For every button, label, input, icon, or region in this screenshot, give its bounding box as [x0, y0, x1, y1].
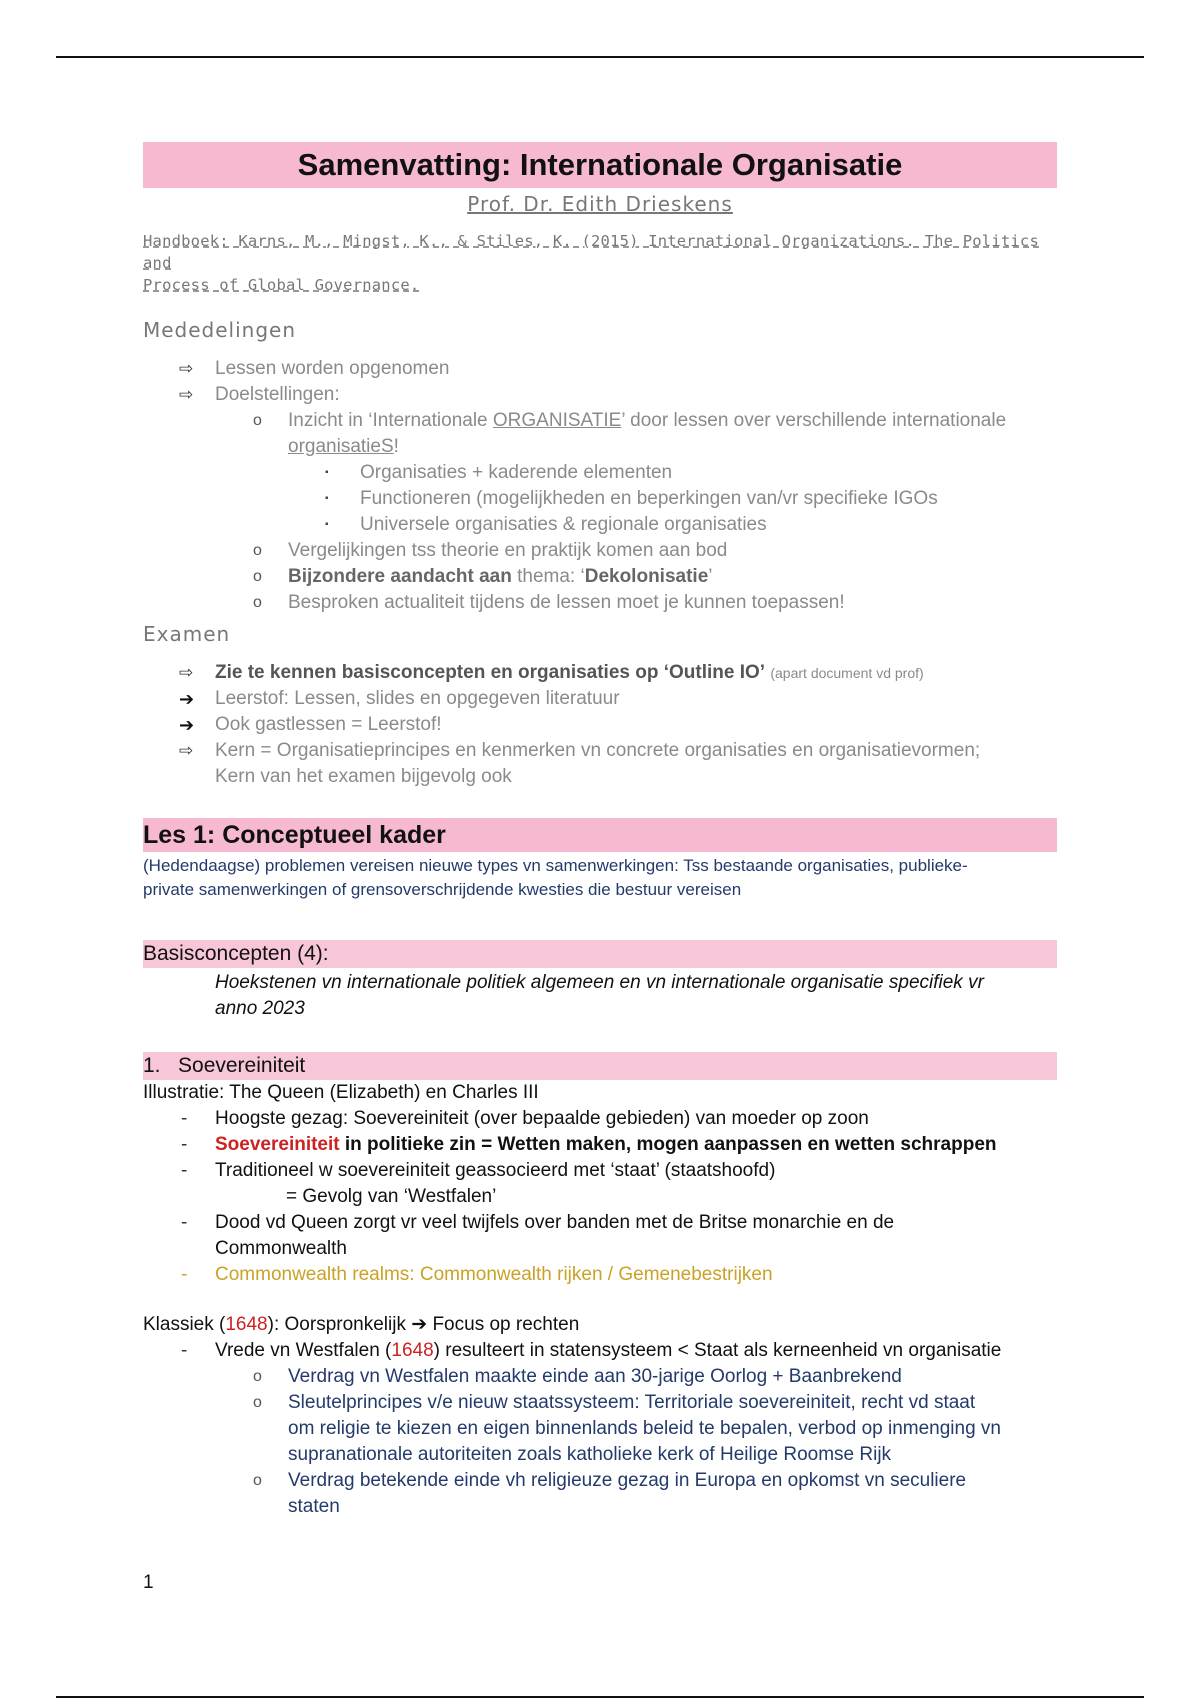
- square-bullet-icon: ▪: [325, 467, 329, 478]
- list-item: o Sleutelprincipes v/e nieuw staatssysteem: Territoriale soevereiniteit, recht vd staat om religie te kiezen en eigen binnenlands beleid te bepalen, verbod op inmenging vn supranationale autoriteiten zoals katholieke kerk of Heilige Roomse Rijk: [253, 1392, 1002, 1465]
- klassiek-line: Klassiek (1648): Oorspronkelijk ➔ Focus op rechten: [143, 1314, 580, 1335]
- handbook-reference: Handboek: Karns, M., Mingst, K., & Stiles, K. (2015) International Organizations. The Politics and Process of Global Governance.: [143, 232, 1039, 294]
- list-item: o Bijzondere aandacht aan thema: ‘Dekolonisatie’: [143, 564, 1057, 590]
- arrow-icon: ⇨: [179, 663, 194, 682]
- list-item: - Traditioneel w soevereiniteit geassocieerd met ‘staat’ (staatshoofd): [143, 1158, 1057, 1184]
- square-bullet-icon: ▪: [325, 519, 329, 530]
- circle-bullet-icon: o: [253, 542, 262, 559]
- list-item: o Inzicht in ‘Internationale ORGANISATIE’ door lessen over verschillende internationale organisatieS!: [253, 410, 1007, 457]
- circle-bullet-icon: o: [253, 594, 262, 611]
- basisconcepten-heading: Basisconcepten (4):: [143, 940, 1057, 968]
- list-item: - Commonwealth realms: Commonwealth rijken / Gemenebestrijken: [143, 1262, 1057, 1288]
- arrow-icon: ⇨: [179, 741, 194, 760]
- list-item: ➔ Ook gastlessen = Leerstof!: [143, 712, 1057, 738]
- document-title: Samenvatting: Internationale Organisatie: [143, 142, 1057, 188]
- page-number: 1: [143, 1572, 154, 1593]
- arrow-icon: ⇨: [179, 359, 194, 378]
- les1-intro: (Hedendaagse) problemen vereisen nieuwe types vn samenwerkingen: Tss bestaande organisaties, publieke- private samenwerkingen of grensoverschrijdende kwesties die bestuur vereisen: [143, 856, 968, 899]
- list-item: ⇨ Doelstellingen:: [143, 382, 1057, 408]
- top-rule: [56, 56, 1144, 58]
- basisconcepten-text: Hoekstenen vn internationale politiek algemeen en vn internationale organisatie specifiek vr anno 2023: [215, 972, 984, 1019]
- list-item: o Besproken actualiteit tijdens de lessen moet je kunnen toepassen!: [143, 590, 1057, 616]
- dash-bullet-icon: -: [181, 1340, 188, 1361]
- dash-bullet-icon: -: [181, 1264, 188, 1285]
- document-author: Prof. Dr. Edith Drieskens: [467, 192, 733, 216]
- list-item: - Soevereiniteit in politieke zin = Wetten maken, mogen aanpassen en wetten schrappen: [143, 1132, 1057, 1158]
- arrow-icon: ➔: [179, 715, 195, 735]
- dash-bullet-icon: -: [181, 1212, 188, 1233]
- document-page: [143, 142, 1057, 1520]
- list-item: - Hoogste gezag: Soevereiniteit (over bepaalde gebieden) van moeder op zoon: [143, 1106, 1057, 1132]
- arrow-icon: ⇨: [179, 385, 194, 404]
- list-item: o Verdrag vn Westfalen maakte einde aan 30-jarige Oorlog + Baanbrekend: [143, 1364, 1057, 1390]
- circle-bullet-icon: o: [253, 1472, 262, 1489]
- illustratie-line: Illustratie: The Queen (Elizabeth) en Charles III: [143, 1082, 539, 1103]
- dash-bullet-icon: -: [181, 1160, 188, 1181]
- circle-bullet-icon: o: [253, 1368, 262, 1385]
- soevereiniteit-heading: 1. Soevereiniteit: [143, 1052, 1057, 1080]
- bottom-rule: [56, 1696, 1144, 1698]
- list-item: ⇨ Kern = Organisatieprincipes en kenmerken vn concrete organisaties en organisatievormen; Kern van het examen bijgevolg ook: [179, 740, 981, 787]
- examen-label: Examen: [143, 622, 231, 646]
- list-item: ▪ Functioneren (mogelijkheden en beperkingen van/vr specifieke IGOs: [143, 486, 1057, 512]
- list-item: ⇨ Lessen worden opgenomen: [143, 356, 1057, 382]
- dash-bullet-icon: -: [181, 1108, 188, 1129]
- list-item: o Verdrag betekende einde vh religieuze gezag in Europa en opkomst vn seculiere staten: [253, 1470, 967, 1517]
- list-item: - Vrede vn Westfalen (1648) resulteert in statensysteem < Staat als kerneenheid vn organisatie: [143, 1338, 1057, 1364]
- list-item: - Dood vd Queen zorgt vr veel twijfels over banden met de Britse monarchie en de Commonwealth: [181, 1212, 895, 1259]
- circle-bullet-icon: o: [253, 412, 262, 429]
- list-item: ▪ Universele organisaties & regionale organisaties: [143, 512, 1057, 538]
- circle-bullet-icon: o: [253, 1394, 262, 1411]
- mededelingen-label: Mededelingen: [143, 318, 297, 342]
- list-item: o Vergelijkingen tss theorie en praktijk komen aan bod: [143, 538, 1057, 564]
- square-bullet-icon: ▪: [325, 493, 329, 504]
- les1-heading: Les 1: Conceptueel kader: [143, 818, 1057, 852]
- list-item: ➔ Leerstof: Lessen, slides en opgegeven literatuur: [143, 686, 1057, 712]
- circle-bullet-icon: o: [253, 568, 262, 585]
- list-item: ⇨ Zie te kennen basisconcepten en organisaties op ‘Outline IO’ (apart document vd prof): [143, 660, 1057, 686]
- dash-bullet-icon: -: [181, 1134, 188, 1155]
- arrow-icon: ➔: [411, 1314, 428, 1335]
- list-item: = Gevolg van ‘Westfalen’: [286, 1186, 497, 1207]
- arrow-icon: ➔: [179, 689, 195, 709]
- list-item: ▪ Organisaties + kaderende elementen: [143, 460, 1057, 486]
